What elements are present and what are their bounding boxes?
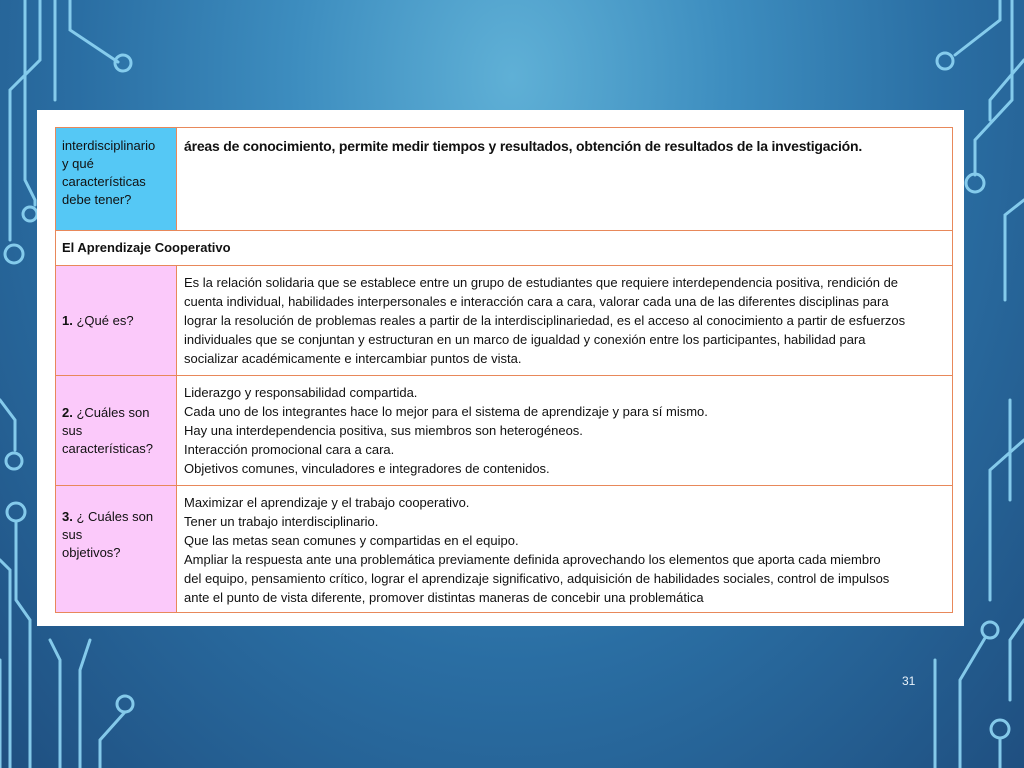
answer-line: cuenta individual, habilidades interpersonales e interacción cara a cara, valorar cada una de las diferentes disciplinas para <box>184 294 889 309</box>
answer-line: ante el punto de vista diferente, promover distintas maneras de concebir una problemática <box>184 590 704 605</box>
answer-text: áreas de conocimiento, permite medir tiempos y resultados, obtención de resultados de la investigación. <box>184 138 863 154</box>
answer-line: del equipo, pensamiento crítico, lograr el aprendizaje significativo, adquisición de habilidades sociales, control de impulsos <box>184 571 890 586</box>
question-line: debe tener? <box>62 192 132 207</box>
page-number: 31 <box>902 674 916 688</box>
section-title: El Aprendizaje Cooperativo <box>62 240 231 255</box>
answer-line: lograr la resolución de problemas reales a partir de la interdisciplinariedad, es el acceso al conocimiento a partir de esfuerzos <box>184 313 906 328</box>
answer-line: Cada uno de los integrantes hace lo mejor para el sistema de aprendizaje y para sí mismo. <box>184 404 708 419</box>
table-row <box>56 266 953 376</box>
content-table <box>55 127 953 613</box>
question-line: interdisciplinario <box>62 138 156 153</box>
section-title-cell <box>56 231 953 266</box>
answer-line: Maximizar el aprendizaje y el trabajo cooperativo. <box>184 495 470 510</box>
question-line: características? <box>62 440 154 456</box>
table-row <box>56 128 953 231</box>
answer-cell <box>177 376 953 486</box>
answer-line: Tener un trabajo interdisciplinario. <box>184 514 379 529</box>
answer-cell <box>177 266 953 376</box>
question-cell <box>56 128 177 231</box>
question-line: sus <box>62 527 83 542</box>
answer-line: Objetivos comunes, vinculadores e integradores de contenidos. <box>184 461 550 476</box>
answer-cell <box>177 128 953 231</box>
slide-card <box>37 110 964 626</box>
question-line: objetivos? <box>62 545 121 560</box>
answer-cell <box>177 486 953 613</box>
answer-line: socializar académicamente e intercambiar puntos de vista. <box>184 351 522 366</box>
question-cell <box>56 376 177 486</box>
answer-line: Hay una interdependencia positiva, sus miembros son heterogéneos. <box>184 423 583 438</box>
table-row <box>56 486 953 613</box>
question-line: ¿ Cuáles son <box>76 509 154 524</box>
question-number: 1. <box>62 312 73 328</box>
answer-line: Que las metas sean comunes y compartidas en el equipo. <box>184 533 519 548</box>
question-label: ¿Qué es? <box>76 312 134 328</box>
question-number: 2. <box>62 404 73 420</box>
table-row <box>56 376 953 486</box>
question-number: 3. <box>62 509 73 524</box>
question-cell <box>56 266 177 376</box>
answer-line: Ampliar la respuesta ante una problemática previamente definida aprovechando los elementos que aporta cada miembro <box>184 552 881 567</box>
question-cell <box>56 486 177 613</box>
question-line: ¿Cuáles son <box>76 404 150 420</box>
answer-line: Interacción promocional cara a cara. <box>184 442 395 457</box>
answer-line: Liderazgo y responsabilidad compartida. <box>184 385 418 400</box>
question-line: características <box>62 174 146 189</box>
answer-line: Es la relación solidaria que se establece entre un grupo de estudiantes que requiere interdependencia positiva, rendición de <box>184 275 899 290</box>
answer-line: individuales que se conjuntan y estructuran en un marco de igualdad y conexión entre los participantes, habilidad para <box>184 332 866 347</box>
section-row <box>56 231 953 266</box>
question-line: sus <box>62 422 83 438</box>
question-line: y qué <box>62 156 94 171</box>
